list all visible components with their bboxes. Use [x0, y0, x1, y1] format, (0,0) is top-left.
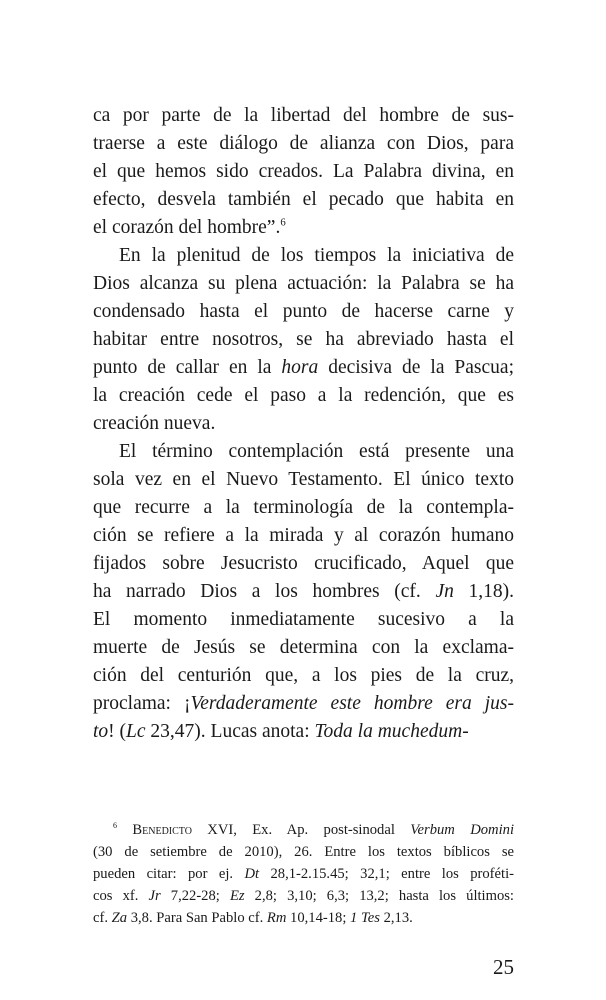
italic-text: hora [281, 357, 319, 378]
text-segment: el corazón del hombre”. [93, 217, 281, 238]
text-segment: El momento inmediatamente sucesivo a la [93, 609, 514, 630]
text-segment: cf. [93, 910, 112, 926]
text-segment: sola vez en el Nuevo Testamento. El único texto [93, 469, 514, 490]
text-segment: Benedicto [132, 822, 192, 838]
italic-text: Toda la muchedum- [314, 721, 469, 742]
text-line [93, 158, 514, 186]
text-segment: (30 de setiembre de 2010), 26. Entre los textos bíblicos se [93, 844, 514, 860]
text-segment: El término contemplación está presente una [119, 441, 514, 462]
text-line [93, 186, 514, 214]
text-segment: 1,18). [453, 581, 515, 602]
text-segment: que recurre a la terminología de la contempla- [93, 497, 514, 518]
text-segment: Dios alcanza su plena actuación: la Palabra se ha [93, 273, 514, 294]
text-line [93, 242, 514, 270]
italic-text: Za [111, 910, 128, 926]
text-line [93, 819, 514, 841]
text-segment: 2,13. [379, 910, 413, 926]
text-segment: muerte de Jesús se determina con la exclama- [93, 637, 514, 658]
text-segment: creación nueva. [93, 413, 216, 434]
italic-text: 1 Tes [350, 910, 380, 926]
text-segment: decisiva de la Pascua; [318, 357, 514, 378]
text-segment: ca por parte de la libertad del hombre de sus- [93, 105, 514, 126]
text-line [93, 130, 514, 158]
text-segment: XVI, Ex. Ap. post-sinodal [191, 822, 411, 838]
text-line [93, 634, 514, 662]
text-line [93, 690, 514, 718]
text-line [93, 841, 514, 863]
text-segment: En la plenitud de los tiempos la iniciativa de [119, 245, 514, 266]
text-line [93, 885, 514, 907]
italic-text: Dt [244, 866, 260, 882]
text-segment: ción del centurión que, a los pies de la cruz, [93, 665, 514, 686]
footnote-marker: 6 [280, 216, 286, 229]
italic-text: Ez [229, 888, 245, 904]
italic-text: Jr [148, 888, 161, 904]
text-segment: condensado hasta el punto de hacerse carne y [93, 301, 514, 322]
text-segment: 2,8; 3,10; 6,3; 13,2; hasta los últimos: [244, 888, 514, 904]
text-segment: el que hemos sido creados. La Palabra divina, en [93, 161, 514, 182]
italic-text: Jn [435, 581, 454, 602]
text-segment: pueden citar: por ej. [93, 866, 245, 882]
text-segment: 7,22-28; [160, 888, 230, 904]
italic-text: Verdaderamente este hombre era jus- [190, 693, 514, 714]
text-line [93, 578, 514, 606]
text-segment: efecto, desvela también el pecado que habita en [93, 189, 514, 210]
text-line [93, 718, 514, 746]
text-segment: la creación cede el paso a la redención, que es [93, 385, 514, 406]
text-line [93, 466, 514, 494]
italic-text: Verbum Domini [410, 822, 515, 838]
text-line [93, 907, 514, 929]
text-line [93, 522, 514, 550]
text-line [93, 606, 514, 634]
text-line [93, 863, 514, 885]
text-segment: cos xf. [93, 888, 149, 904]
text-segment: habitar entre nosotros, se ha abreviado hasta el [93, 329, 514, 350]
text-segment: traerse a este diálogo de alianza con Dios, para [93, 133, 514, 154]
text-segment: 3,8. Para San Pablo cf. [127, 910, 267, 926]
text-segment: 10,14-18; [286, 910, 351, 926]
text-line [93, 550, 514, 578]
text-segment [117, 822, 132, 838]
text-line [93, 102, 514, 130]
text-segment: ! ( [108, 721, 127, 742]
text-line [93, 662, 514, 690]
italic-text: Rm [266, 910, 287, 926]
text-segment: proclama: ¡ [93, 693, 191, 714]
text-line [93, 382, 514, 410]
text-line [93, 438, 514, 466]
text-line [93, 354, 514, 382]
footnote-marker: 6 [113, 821, 118, 831]
text-segment: punto de callar en la [93, 357, 282, 378]
text-line [93, 298, 514, 326]
italic-text: to [93, 721, 109, 742]
text-line [93, 410, 514, 438]
text-line [93, 270, 514, 298]
text-segment: fijados sobre Jesucristo crucificado, Aquel que [93, 553, 514, 574]
text-line [93, 494, 514, 522]
text-segment: 28,1-2.15.45; 32,1; entre los proféti- [259, 866, 514, 882]
text-segment: ción se refiere a la mirada y al corazón humano [93, 525, 514, 546]
text-segment: ha narrado Dios a los hombres (cf. [93, 581, 436, 602]
text-line [93, 326, 514, 354]
italic-text: Lc [126, 721, 146, 742]
page-number: 25 [493, 955, 514, 979]
text-line [93, 214, 514, 242]
text-segment: 23,47). Lucas anota: [145, 721, 315, 742]
